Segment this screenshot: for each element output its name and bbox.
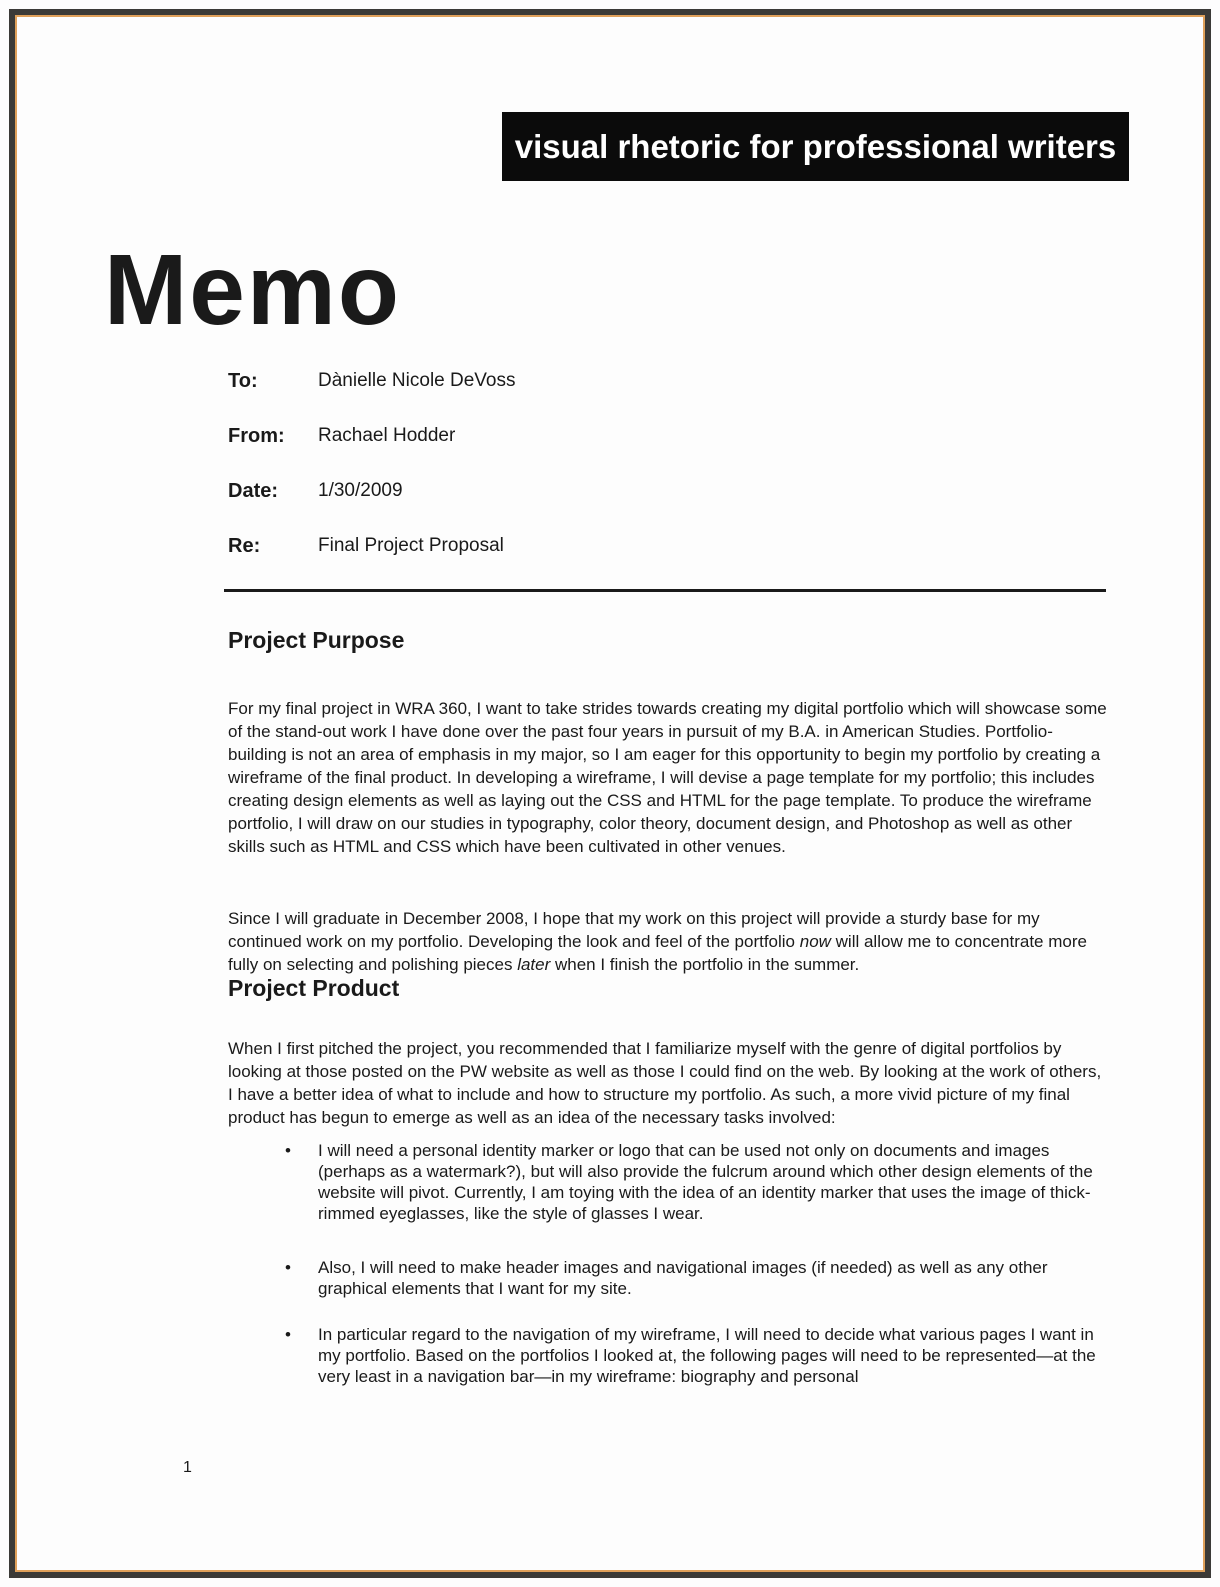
memo-title: Memo [104,234,401,346]
product-paragraph-1: When I first pitched the project, you recommended that I familiarize myself with the genre of digital portfolios by looking at those posted on the PW website as well as those I could find on the web. By looking at the work of others, I have a better idea of what to include and how to structure my portfolio. As such, a more vivid picture of my final product has begun to emerge as well as an idea of the necessary tasks involved: [228,1039,1102,1127]
field-value-date: 1/30/2009 [318,480,403,501]
memo-field-to [228,369,928,424]
list-item [228,1324,1108,1387]
list-item [228,1257,1108,1299]
section-heading-project-purpose: Project Purpose [228,627,405,653]
memo-field-from [228,424,928,479]
header-divider-rule [224,589,1106,592]
purpose-paragraph-2-run: Since I will graduate in December 2008, I hope that my work on this project will provide a sturdy base for my continued work on my portfolio. Developing the look and feel of the portfolio [228,909,1040,951]
field-value-from: Rachael Hodder [318,425,456,446]
purpose-paragraph-2 [228,907,1108,976]
memo-field-re [228,534,928,589]
purpose-paragraph-2-italic-now: now [799,932,831,951]
purpose-paragraph-2-run: when I finish the portfolio in the summer. [550,955,860,974]
page-number: 1 [183,1459,192,1476]
field-label-from: From: [228,425,285,447]
product-task-list [228,1140,1108,1387]
bullet-icon: • [285,1325,291,1344]
section-heading-project-product: Project Product [228,975,400,1001]
list-item-text: Also, I will need to make header images and navigational images (if needed) as well as any other graphical elements that I want for my site. [318,1258,1048,1298]
purpose-paragraph-1: For my final project in WRA 360, I want to take strides towards creating my digital portfolio which will showcase some of the stand-out work I have done over the past four years in pursuit of my B.A. in American Studies. Portfolio-building is not an area of emphasis in my major, so I am eager for this opportunity to begin my portfolio by creating a wireframe of the final product. In developing a wireframe, I will devise a page template for my portfolio; this includes creating design elements as well as laying out the CSS and HTML for the page template. To produce the wireframe portfolio, I will draw on our studies in typography, color theory, document design, and Photoshop as well as other skills such as HTML and CSS which have been cultivated in other venues. [228,699,1107,856]
field-value-re: Final Project Proposal [318,535,504,556]
field-label-date: Date: [228,480,279,502]
field-label-to: To: [228,370,258,392]
field-label-re: Re: [228,535,261,557]
list-item-text: In particular regard to the navigation of my wireframe, I will need to decide what various pages I want in my portfolio. Based on the portfolios I looked at, the following pages will need to be represented—at the very least in a navigation bar—in my wireframe: biography and personal [318,1325,1096,1386]
bullet-icon: • [285,1258,291,1277]
list-item [228,1140,1108,1224]
list-item-text: I will need a personal identity marker or logo that can be used not only on documents and images (perhaps as a watermark?), but will also provide the fulcrum around which other design elements of the website will pivot. Currently, I am toying with the idea of an identity marker that uses the image of thick-rimmed eyeglasses, like the style of glasses I wear. [318,1141,1093,1223]
purpose-paragraph-2-italic-later: later [517,955,551,974]
bullet-icon: • [285,1141,291,1160]
memo-field-date [228,479,928,534]
course-banner [502,112,1129,181]
course-banner-text: visual rhetoric for professional writers [514,127,1117,165]
purpose-paragraph-2-run: will allow me to concentrate more fully on selecting and polishing pieces [228,932,1087,974]
memo-header-fields [228,369,928,589]
field-value-to: Dànielle Nicole DeVoss [318,370,516,391]
